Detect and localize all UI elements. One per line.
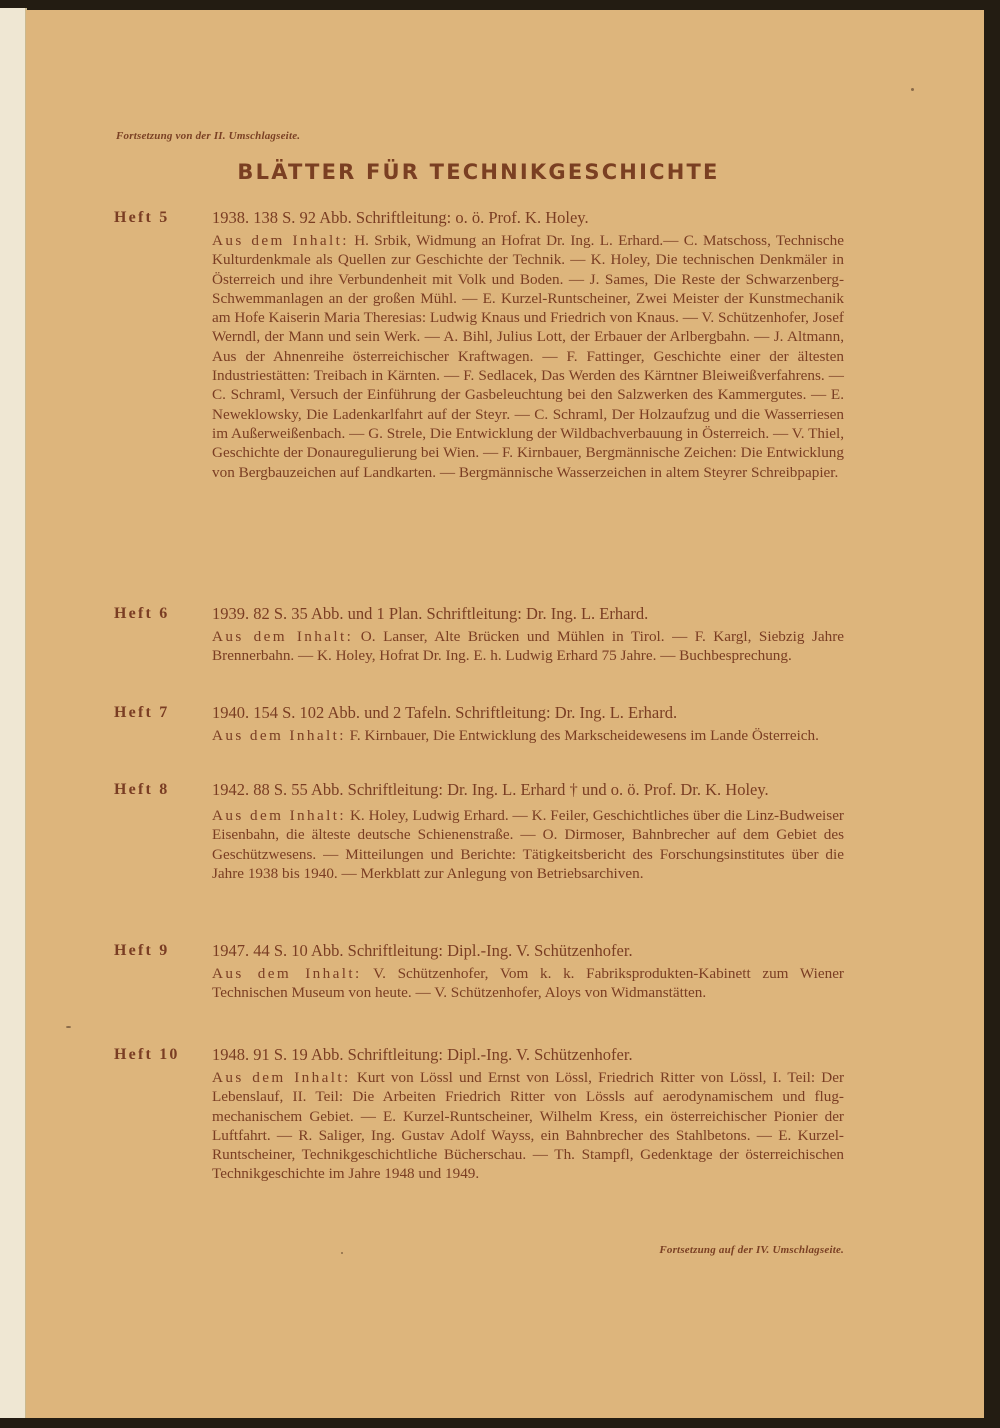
paper-speck [66,1026,71,1028]
continuation-note-bottom: Fortsetzung auf der IV. Umschlagseite. [659,1244,844,1256]
content-text: K. Holey, Ludwig Erhard. — K. Feiler, Geschichtliches über die Linz-Budweiser Eisenbahn, die älteste deutsche Schienenstraße. — O. Dirmoser, Bahnbrecher auf dem Gebiet des Geschützwesens. — Mitteilungen und Berichte: Tätigkeitsbericht des Forschungsinstitutes über die Jahre 1938 bis 1940. — Merkblatt zur Anlegung von Betriebsarchiven. [212,807,844,882]
issue-meta: 1938. 138 S. 92 Abb. Schriftleitung: o. ö. Prof. K. Holey. [212,208,589,227]
content-lead: Aus dem Inhalt: [212,807,347,824]
issue-content [212,964,844,1003]
content-text: V. Schützenhofer, Vom k. k. Fabriksprodukten-Kabinett zum Wiener Technischen Museum von heute. — V. Schützenhofer, Aloys von Widmanstätten. [212,965,844,1002]
issue-label: Heft 5 [114,209,170,226]
paper-speck [911,88,914,91]
paper-speck [341,1252,343,1254]
issue-meta: 1940. 154 S. 102 Abb. und 2 Tafeln. Schriftleitung: Dr. Ing. L. Erhard. [212,703,678,722]
issue-label: Heft 8 [114,781,170,798]
continuation-note-top: Fortsetzung von der II. Umschlagseite. [116,130,301,142]
content-lead: Aus dem Inhalt: [212,1069,351,1086]
issue-content [212,231,844,482]
issue-content [212,726,844,745]
content-lead: Aus dem Inhalt: [212,727,346,744]
issue-content [212,1068,844,1184]
page-title: BLÄTTER FÜR TECHNIKGESCHICHTE [237,160,720,184]
adjacent-page-edge [0,8,27,1418]
issue-meta: 1942. 88 S. 55 Abb. Schriftleitung: Dr. Ing. L. Erhard † und o. ö. Prof. Dr. K. Holey. [212,780,769,799]
issue-content [212,806,844,883]
issue-label: Heft 7 [114,704,170,721]
issue-label: Heft 9 [114,942,170,959]
issue-meta: 1947. 44 S. 10 Abb. Schriftleitung: Dipl.-Ing. V. Schützenhofer. [212,941,633,960]
issue-label: Heft 6 [114,605,170,622]
content-lead: Aus dem Inhalt: [212,232,349,249]
content-text: Kurt von Lössl und Ernst von Lössl, Friedrich Ritter von Lössl, I. Teil: Der Lebenslauf, II. Teil: Die Arbeiten Friedrich Ritter von Lössls auf aerodynamischem und flug-mechanischem Gebiet. — E. Kurzel-Runtscheiner, Wilhelm Kress, ein österreichischer Pionier der Luftfahrt. — R. Saliger, Ing. Gustav Adolf Wayss, ein Bahnbrecher des Stahlbetons. — E. Kurzel-Runtscheiner, Technikgeschichtliche Bücherschau. — Th. Stampfl, Gedenktage der österreichischen Technikgeschichte im Jahre 1948 und 1949. [212,1069,845,1183]
issue-meta: 1939. 82 S. 35 Abb. und 1 Plan. Schriftleitung: Dr. Ing. L. Erhard. [212,604,649,623]
content-text: F. Kirnbauer, Die Entwicklung des Markscheidewesens im Lande Österreich. [349,727,819,744]
document-page [26,10,984,1418]
content-lead: Aus dem Inhalt: [212,628,354,645]
content-lead: Aus dem Inhalt: [212,965,362,982]
issue-content [212,627,844,666]
issue-meta: 1948. 91 S. 19 Abb. Schriftleitung: Dipl.-Ing. V. Schützenhofer. [212,1045,633,1064]
content-text: O. Lanser, Alte Brücken und Mühlen in Tirol. — F. Kargl, Siebzig Jahre Brennerbahn. — K. Holey, Hofrat Dr. Ing. E. h. Ludwig Erhard 75 Jahre. — Buchbesprechung. [212,628,845,665]
issue-label: Heft 10 [114,1046,180,1063]
content-text: H. Srbik, Widmung an Hofrat Dr. Ing. L. Erhard.— C. Matschoss, Technische Kulturdenkmale als Quellen zur Geschichte der Technik. — K. Holey, Die technischen Denkmäler in Österreich und ihre Verbundenheit mit Volk und Boden. — J. Sames, Die Reste der Schwarzenberg-Schwemmanlagen an der großen Mühl. — E. Kurzel-Runtscheiner, Zwei Meister der Kunstmechanik am Hofe Kaiserin Maria Theresias: Ludwig Knaus und Friedrich von Knaus. — V. Schützenhofer, Josef Werndl, der Mann und sein Werk. — A. Bihl, Julius Lott, der Erbauer der Arlbergbahn. — J. Altmann, Aus der Ahnenreihe österreichischer Kraftwagen. — F. Fattinger, Geschichte einer der ältesten Industriestätten: Treibach in Kärnten. — F. Sedlacek, Das Werden des Kärntner Bleiweißverfahrens. — C. Schraml, Versuch der Einführung der Gasbeleuchtung bei den Salzwerken des Kammergutes. — E. Neweklowsky, Die Ladenkarlfahrt auf der Steyr. — C. Schraml, Der Holzaufzug und die Wasserriesen im Außerweißenbach. — G. Strele, Die Entwicklung der Wildbachverbauung in Österreich. — V. Thiel, Geschichte der Donauregulierung bei Wien. — F. Kirnbauer, Bergmännische Zeichen: Die Entwicklung von Bergbauzeichen auf Landkarten. — Bergmännische Wasserzeichen in altem Steyrer Schreibpapier. [212,232,845,481]
